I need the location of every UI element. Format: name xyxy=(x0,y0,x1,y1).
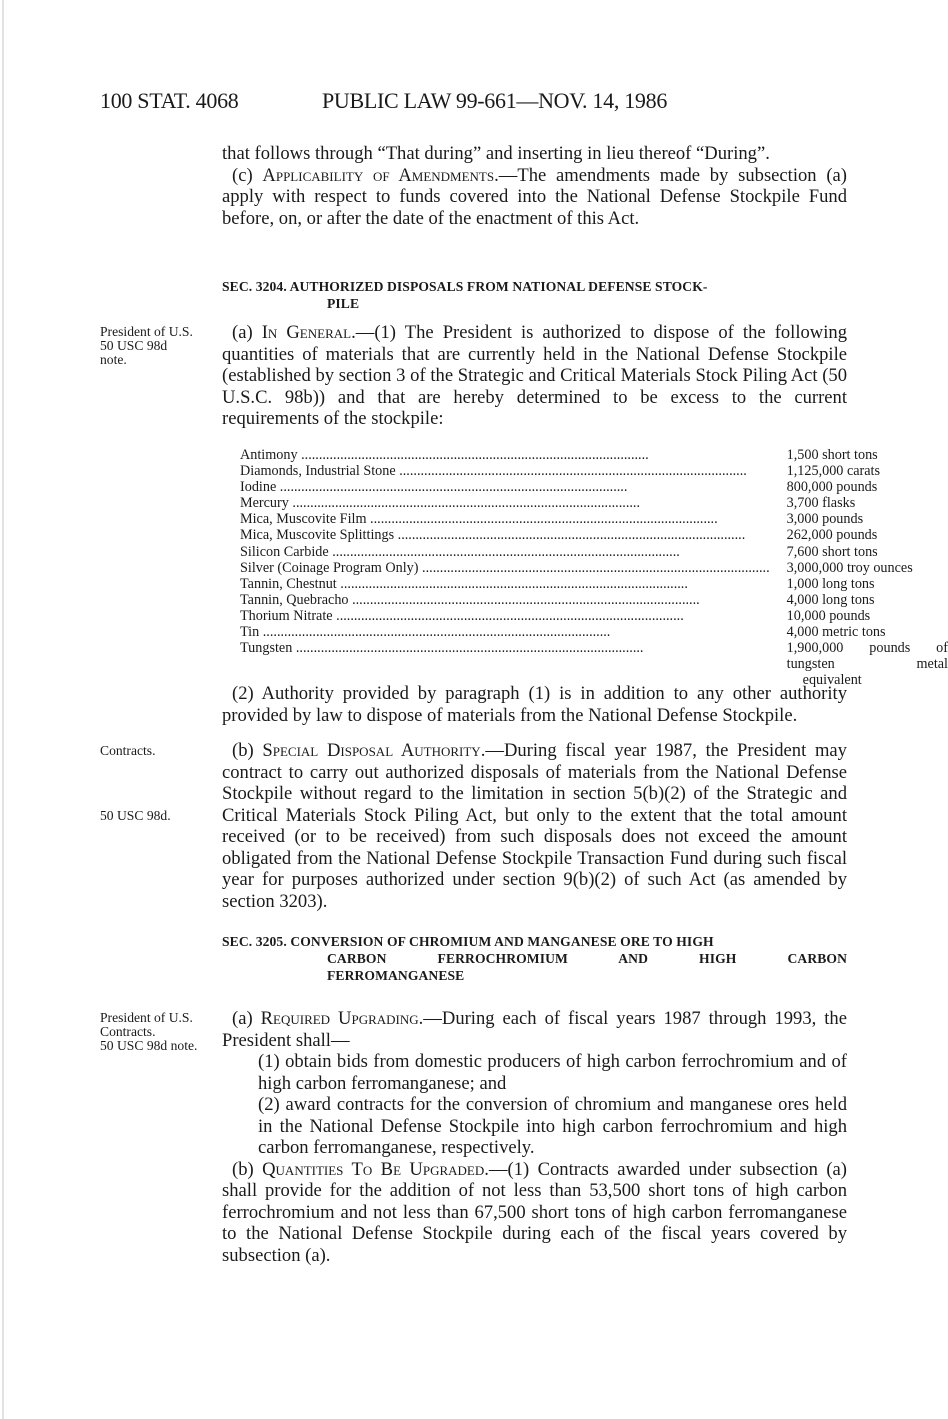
subsection-c-applicability xyxy=(222,165,847,230)
material-quantity: 10,000 pounds xyxy=(786,607,871,624)
margin-note-contracts: Contracts. xyxy=(100,743,156,758)
table-row xyxy=(240,495,948,511)
table-row xyxy=(240,640,948,688)
margin-note-line: 50 USC 98d note. xyxy=(100,1038,198,1053)
material-quantity: 3,700 flasks xyxy=(786,495,856,512)
material-name: Tannin, Quebracho xyxy=(240,591,349,608)
section-3204-heading xyxy=(222,278,847,312)
subsection-3205a xyxy=(222,1008,847,1266)
statute-page-number: 100 STAT. 4068 xyxy=(100,88,239,113)
material-quantity: 1,900,000 pounds of tungsten metal equivalent xyxy=(786,640,948,689)
subsection-text: —During fiscal year 1987, the President may contract to carry out authorized disposals of materials from the National Defense Stockpile without regard to the limitation in section 5(b)(2) of the Strategic and Critical Materials Stock Piling Act, but only to the extent that the total amount received (or to be received) from such disposals does not exceed the amount obligated from the National Defense Stockpile Transaction Fund during such fiscal year for purposes authorized under section 9(b)(2) of such Act (as amended by section 3203). xyxy=(222,740,847,912)
margin-note-line: Contracts. xyxy=(100,1024,156,1039)
subsection-label: (c) xyxy=(232,164,263,186)
public-law-title: PUBLIC LAW 99-661—NOV. 14, 1986 xyxy=(322,88,668,113)
material-quantity: 4,000 long tons xyxy=(786,591,875,608)
section-heading-line: SEC. 3205. CONVERSION OF CHROMIUM AND MANGANESE ORE TO HIGH xyxy=(222,934,714,949)
table-row xyxy=(240,544,948,560)
subsection-label: (b) xyxy=(232,1158,263,1180)
material-name: Mica, Muscovite Splittings xyxy=(240,527,395,544)
material-name: Iodine xyxy=(240,479,277,496)
material-name: Tin xyxy=(240,624,260,641)
subsection-text: —The amendments made by subsection (a) apply with respect to funds covered into the National Defense Stockpile Fund before, on, or after the date of the enactment of this Act. xyxy=(222,164,847,229)
subsection-3204a xyxy=(222,322,847,430)
margin-note-line: note. xyxy=(100,352,127,367)
material-quantity: 1,125,000 carats xyxy=(786,463,881,480)
subsection-label: (a) xyxy=(232,1008,261,1029)
table-row xyxy=(240,608,948,624)
margin-note-line: President of U.S. xyxy=(100,1010,193,1025)
paragraph-3205a1: (1) obtain bids from domestic producers of high carbon ferrochromium and of high carbon ferromanganese; and xyxy=(258,1051,847,1094)
subsection-heading: Applicability of Amendments. xyxy=(262,164,499,186)
section-heading-line: PILE xyxy=(327,296,360,311)
subsection-heading: In General. xyxy=(261,322,356,343)
material-name: Tannin, Chestnut xyxy=(240,575,337,592)
subsection-text: —During each of fiscal years 1987 through 1993, the President shall— xyxy=(222,1008,847,1051)
table-row xyxy=(240,592,948,608)
material-quantity: 1,000 long tons xyxy=(786,575,875,592)
subsection-label: (a) xyxy=(232,322,262,343)
material-name: Silver (Coinage Program Only) xyxy=(240,559,419,576)
material-name: Thorium Nitrate xyxy=(240,607,333,624)
material-name: Mica, Muscovite Film xyxy=(240,511,367,528)
material-name: Diamonds, Industrial Stone xyxy=(240,463,396,480)
material-name: Antimony xyxy=(240,447,298,463)
intro-block xyxy=(222,143,847,229)
subsection-label: (b) xyxy=(232,740,263,761)
subsection-text: —(1) Contracts awarded under subsection (a) shall provide for the addition of not less than 53,500 short tons of high carbon ferrochromium and not less than 67,500 short tons of high carbon ferromanganese to the National Defense Stockpile during each of the fiscal years covered by subsection (a). xyxy=(222,1158,847,1266)
page-header xyxy=(100,88,860,118)
page-edge xyxy=(2,0,4,1419)
table-row xyxy=(240,479,948,495)
continuation-paragraph: that follows through “That during” and inserting in lieu thereof “During”. xyxy=(222,143,770,164)
paragraph-text: (2) Authority provided by paragraph (1) is in addition to any other authority provided by law to dispose of materials from the National Defense Stockpile. xyxy=(222,683,847,726)
paragraph-3204a2 xyxy=(222,683,847,726)
table-row xyxy=(240,447,948,463)
material-quantity: 4,000 metric tons xyxy=(786,624,886,641)
paragraph-3205a2: (2) award contracts for the conversion of chromium and manganese ores held in the National Defense Stockpile into high carbon ferrochromium and high carbon ferromanganese, respectively. xyxy=(258,1094,847,1158)
table-row xyxy=(240,560,948,576)
material-quantity: 800,000 pounds xyxy=(786,479,878,496)
margin-note-50usc98d: 50 USC 98d. xyxy=(100,808,171,823)
subsection-heading: Quantities To Be Upgraded. xyxy=(262,1158,489,1180)
section-heading-line: SEC. 3204. AUTHORIZED DISPOSALS FROM NATIONAL DEFENSE STOCK- xyxy=(222,279,708,294)
margin-note-line: 50 USC 98d xyxy=(100,338,168,353)
material-name: Silicon Carbide xyxy=(240,543,329,560)
paragraph-3204a1 xyxy=(222,322,847,430)
material-quantity: 1,500 short tons xyxy=(786,447,878,463)
material-quantity: 3,000,000 troy ounces xyxy=(786,559,913,576)
material-quantity: 7,600 short tons xyxy=(786,543,878,560)
material-quantity: 3,000 pounds xyxy=(786,511,864,528)
table-row xyxy=(240,527,948,543)
table-row xyxy=(240,624,948,640)
subsection-heading: Required Upgrading. xyxy=(260,1008,424,1029)
table-row xyxy=(240,576,948,592)
subsection-text: —(1) The President is authorized to dispose of the following quantities of materials that are currently held in the National Defense Stockpile (established by section 3 of the Strategic and Critical Materials Stock Piling Act (50 U.S.C. 98b)) and that are hereby determined to be excess to the current requirements of the stockpile: xyxy=(222,322,847,429)
section-heading-line: CARBON FERROCHROMIUM AND HIGH CARBON xyxy=(327,951,847,966)
subsection-3204b xyxy=(222,740,847,912)
margin-note-3204a xyxy=(100,325,220,367)
table-row xyxy=(240,511,948,527)
material-quantity: 262,000 pounds xyxy=(786,527,878,544)
section-3205-heading xyxy=(222,933,847,984)
section-heading-line: FERROMANGANESE xyxy=(327,968,465,983)
margin-note-line: President of U.S. xyxy=(100,324,193,339)
subsection-3205b xyxy=(222,1159,847,1267)
material-name: Mercury xyxy=(240,495,289,512)
materials-table xyxy=(240,447,948,688)
subsection-heading: Special Disposal Authority. xyxy=(262,740,486,761)
margin-note-3205a xyxy=(100,1011,220,1053)
material-name: Tungsten xyxy=(240,640,293,657)
table-row xyxy=(240,463,948,479)
